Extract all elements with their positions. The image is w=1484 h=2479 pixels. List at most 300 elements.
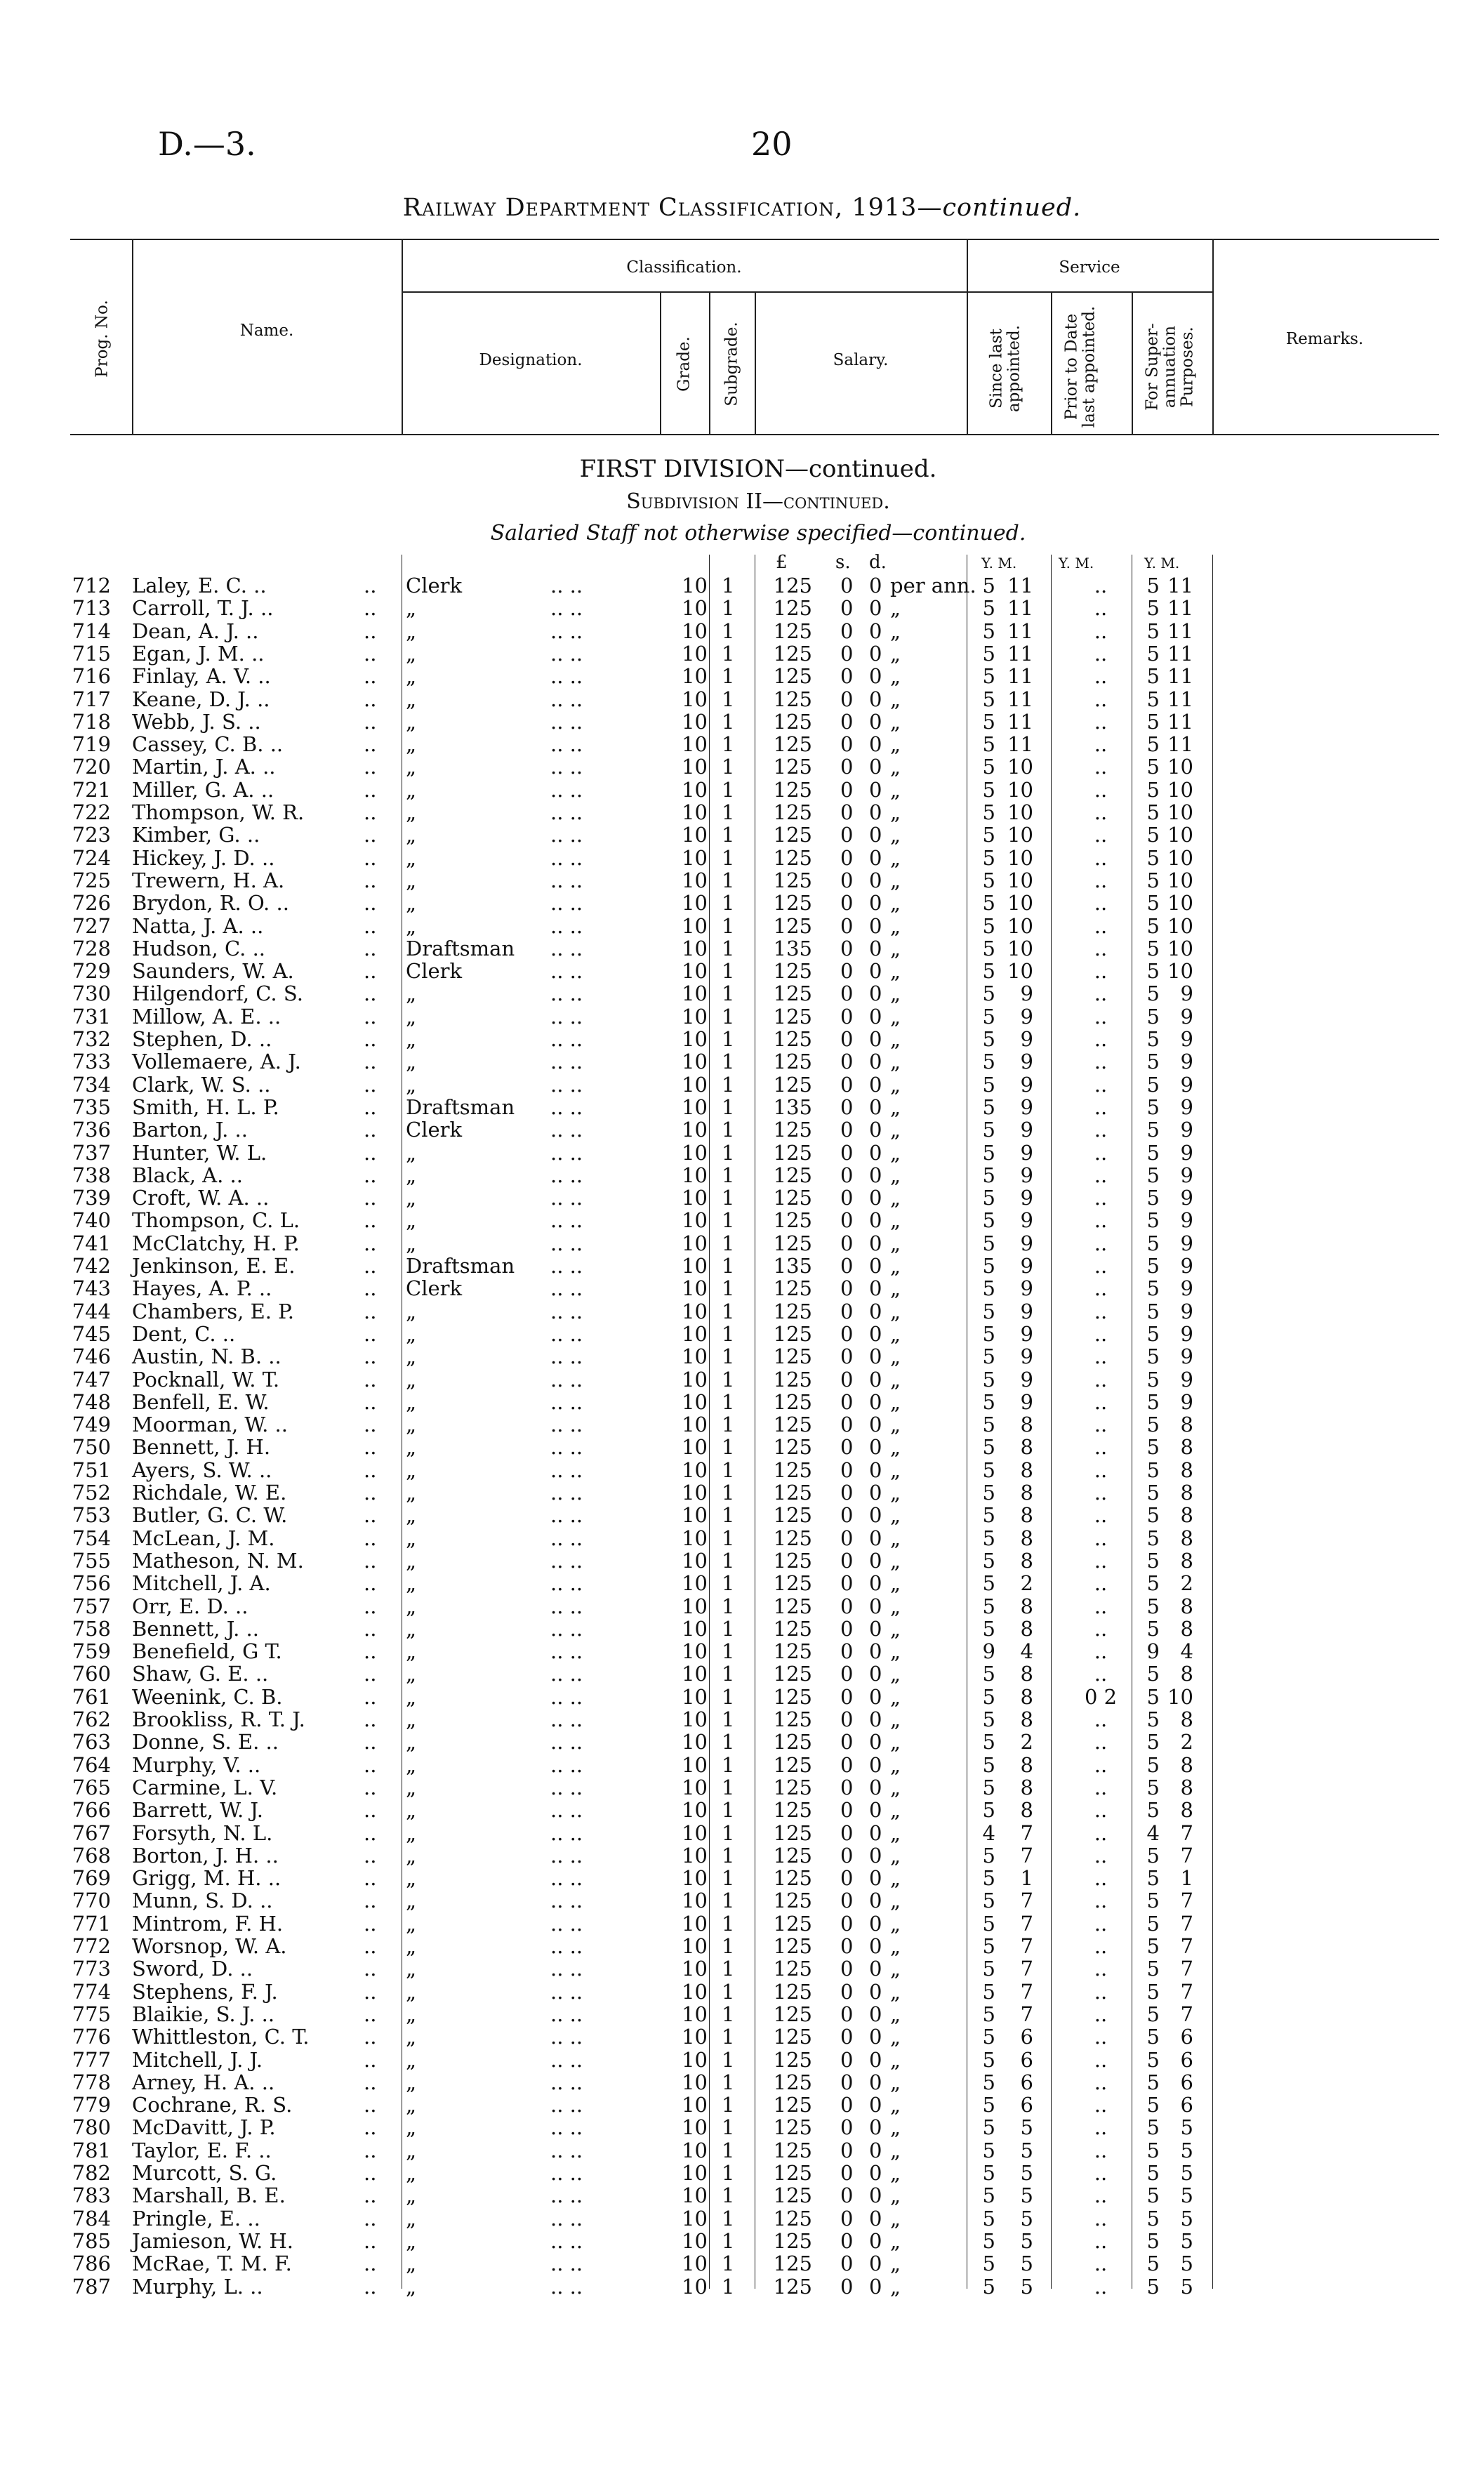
cell-pe: 0 xyxy=(869,1095,882,1119)
division-title: FIRST DIVISION—continued. xyxy=(579,455,937,483)
cell-prog: 782 xyxy=(72,2161,111,2185)
cell-sm: 10 xyxy=(1007,959,1033,984)
cell-pr: .. xyxy=(1094,1934,1108,1958)
leader-dots: .. .. xyxy=(550,2025,583,2049)
leader-dots: .. xyxy=(364,596,377,621)
cell-sh: 0 xyxy=(840,1594,854,1618)
cell-sm: 8 xyxy=(1020,1594,1033,1618)
cell-gr: 10 xyxy=(682,1481,708,1505)
cell-sm: 11 xyxy=(1007,664,1033,689)
cell-sg: 1 xyxy=(722,1027,735,1051)
cell-pr: .. xyxy=(1094,981,1108,1006)
cell-prog: 718 xyxy=(72,709,111,734)
cell-des: „ xyxy=(406,1798,417,1823)
cell-sg: 1 xyxy=(722,1208,735,1233)
cell-nm: Arney, H. A. .. xyxy=(132,2070,275,2094)
cell-nm: Hayes, A. P. .. xyxy=(132,1276,272,1301)
cell-sy: 5 xyxy=(982,1072,995,1097)
cell-sm: 11 xyxy=(1007,574,1033,597)
cell-sg: 1 xyxy=(722,1367,735,1391)
cell-des: „ xyxy=(406,1548,417,1573)
leader-dots: .. .. xyxy=(550,913,583,938)
cell-sg: 1 xyxy=(722,1843,735,1867)
leader-dots: .. xyxy=(364,2093,377,2117)
cell-fm: 11 xyxy=(1167,732,1193,757)
cell-fm: 10 xyxy=(1167,913,1193,938)
table-row xyxy=(0,710,1484,734)
cell-sal: 125 xyxy=(773,1231,812,1255)
cell-gr: 10 xyxy=(682,1367,708,1391)
cell-sg: 1 xyxy=(722,1548,735,1573)
cell-gr: 10 xyxy=(682,823,708,847)
leader-dots: .. .. xyxy=(550,1730,583,1754)
cell-fy: 5 xyxy=(1146,2183,1160,2208)
leader-dots: .. xyxy=(364,2115,377,2140)
cell-sm: 8 xyxy=(1020,1684,1033,1709)
cell-pe: 0 xyxy=(869,1889,882,1913)
col-rule xyxy=(709,291,710,435)
cell-fy: 5 xyxy=(1146,1843,1160,1867)
header-subgrade: Subgrade. xyxy=(722,322,741,406)
table-row xyxy=(0,2207,1484,2230)
cell-sh: 0 xyxy=(840,800,854,824)
cell-des: „ xyxy=(406,641,417,666)
leader-dots: .. .. xyxy=(550,641,583,666)
cell-des: „ xyxy=(406,1820,417,1845)
cell-sm: 8 xyxy=(1020,1526,1033,1550)
cell-gr: 10 xyxy=(682,709,708,734)
table-row xyxy=(0,1822,1484,1845)
table-row xyxy=(0,1005,1484,1029)
cell-sal: 125 xyxy=(773,1413,812,1437)
cell-pe: 0 xyxy=(869,936,882,960)
cell-fy: 5 xyxy=(1146,1344,1160,1369)
leader-dots: .. .. xyxy=(550,1979,583,2004)
cell-nm: McDavitt, J. P. xyxy=(132,2115,276,2140)
cell-sy: 5 xyxy=(982,868,995,892)
table-row xyxy=(0,733,1484,756)
leader-dots: .. xyxy=(364,1684,377,1709)
header-superannuation: For Super-annuation Purposes. xyxy=(1143,323,1197,411)
cell-sy: 5 xyxy=(982,1321,995,1346)
cell-des: „ xyxy=(406,1389,417,1414)
cell-fy: 5 xyxy=(1146,596,1160,621)
cell-sy: 5 xyxy=(982,2228,995,2253)
cell-prog: 768 xyxy=(72,1843,111,1867)
cell-sy: 5 xyxy=(982,1934,995,1958)
cell-un: „ xyxy=(890,1118,901,1142)
cell-pr: .. xyxy=(1094,1389,1108,1414)
leader-dots: .. .. xyxy=(550,2183,583,2208)
cell-sal: 125 xyxy=(773,1684,812,1709)
cell-fy: 5 xyxy=(1146,2070,1160,2094)
cell-sy: 5 xyxy=(982,1027,995,1051)
cell-sal: 125 xyxy=(773,1344,812,1369)
leader-dots: .. xyxy=(364,1254,377,1278)
cell-sy: 5 xyxy=(982,596,995,621)
cell-sg: 1 xyxy=(722,2138,735,2162)
leader-dots: .. xyxy=(364,1389,377,1414)
cell-prog: 780 xyxy=(72,2115,111,2140)
cell-pr: .. xyxy=(1094,868,1108,892)
cell-sh: 0 xyxy=(840,709,854,734)
cell-sg: 1 xyxy=(722,1140,735,1165)
cell-sy: 5 xyxy=(982,800,995,824)
cell-pe: 0 xyxy=(869,891,882,915)
leader-dots: .. xyxy=(364,1072,377,1097)
cell-sal: 125 xyxy=(773,574,812,597)
cell-pe: 0 xyxy=(869,1639,882,1664)
cell-pe: 0 xyxy=(869,2070,882,2094)
col-rule xyxy=(1051,291,1052,435)
cell-sal: 125 xyxy=(773,1662,812,1686)
cell-sm: 9 xyxy=(1020,1072,1033,1097)
cell-gr: 10 xyxy=(682,936,708,960)
leader-dots: .. .. xyxy=(550,2047,583,2072)
cell-pr: .. xyxy=(1094,1344,1108,1369)
cell-nm: Thompson, W. R. xyxy=(132,800,305,824)
cell-sal: 125 xyxy=(773,1208,812,1233)
cell-pe: 0 xyxy=(869,1140,882,1165)
cell-sg: 1 xyxy=(722,1344,735,1369)
leader-dots: .. xyxy=(364,1367,377,1391)
header-designation: Designation. xyxy=(479,351,583,369)
table-row xyxy=(0,620,1484,643)
cell-sh: 0 xyxy=(840,1684,854,1709)
cell-fy: 5 xyxy=(1146,664,1160,689)
cell-fm: 8 xyxy=(1180,1457,1193,1482)
cell-nm: Cassey, C. B. .. xyxy=(132,732,284,757)
cell-sh: 0 xyxy=(840,1775,854,1799)
cell-fy: 5 xyxy=(1146,1208,1160,1233)
cell-nm: Munn, S. D. .. xyxy=(132,1889,273,1913)
table-row xyxy=(0,1640,1484,1663)
leader-dots: .. .. xyxy=(550,777,583,802)
cell-nm: Dean, A. J. .. xyxy=(132,619,259,643)
cell-prog: 756 xyxy=(72,1571,111,1596)
cell-pe: 0 xyxy=(869,1957,882,1981)
cell-sh: 0 xyxy=(840,1662,854,1686)
cell-fy: 5 xyxy=(1146,2115,1160,2140)
cell-pe: 0 xyxy=(869,1163,882,1187)
cell-fy: 5 xyxy=(1146,2093,1160,2117)
cell-nm: Hunter, W. L. xyxy=(132,1140,267,1165)
cell-fm: 7 xyxy=(1180,1911,1193,1936)
cell-pe: 0 xyxy=(869,845,882,870)
table-row xyxy=(0,1345,1484,1368)
cell-sh: 0 xyxy=(840,1889,854,1913)
cell-sh: 0 xyxy=(840,2206,854,2230)
cell-gr: 10 xyxy=(682,1911,708,1936)
cell-sh: 0 xyxy=(840,959,854,984)
cell-sh: 0 xyxy=(840,1616,854,1641)
cell-prog: 773 xyxy=(72,1957,111,1981)
leader-dots: .. xyxy=(364,1934,377,1958)
leader-dots: .. xyxy=(364,755,377,779)
cell-sg: 1 xyxy=(722,800,735,824)
cell-des: „ xyxy=(406,891,417,915)
cell-sy: 5 xyxy=(982,981,995,1006)
cell-sh: 0 xyxy=(840,2228,854,2253)
cell-nm: Black, A. .. xyxy=(132,1163,243,1187)
cell-prog: 733 xyxy=(72,1050,111,1074)
cell-gr: 10 xyxy=(682,1730,708,1754)
table-row xyxy=(0,1618,1484,1641)
cell-pe: 0 xyxy=(869,2115,882,2140)
cell-fy: 5 xyxy=(1146,1321,1160,1346)
cell-fy: 5 xyxy=(1146,641,1160,666)
cell-sal: 125 xyxy=(773,1321,812,1346)
cell-prog: 754 xyxy=(72,1526,111,1550)
cell-sm: 8 xyxy=(1020,1775,1033,1799)
cell-sg: 1 xyxy=(722,1389,735,1414)
cell-sy: 5 xyxy=(982,1594,995,1618)
cell-fm: 5 xyxy=(1180,2206,1193,2230)
cell-sy: 5 xyxy=(982,1684,995,1709)
cell-fm: 8 xyxy=(1180,1707,1193,1731)
cell-gr: 10 xyxy=(682,2161,708,2185)
unit-pound: £ xyxy=(776,552,788,573)
cell-un: „ xyxy=(890,1276,901,1301)
cell-sh: 0 xyxy=(840,1730,854,1754)
cell-fm: 9 xyxy=(1180,1095,1193,1119)
table-row xyxy=(0,755,1484,779)
cell-gr: 10 xyxy=(682,1413,708,1437)
cell-sy: 5 xyxy=(982,1389,995,1414)
cell-sm: 6 xyxy=(1020,2070,1033,2094)
cell-un: „ xyxy=(890,1775,901,1799)
cell-nm: Thompson, C. L. xyxy=(132,1208,300,1233)
cell-sg: 1 xyxy=(722,959,735,984)
table-row xyxy=(0,1981,1484,2004)
cell-fm: 11 xyxy=(1167,687,1193,711)
cell-un: „ xyxy=(890,2274,901,2299)
cell-fy: 5 xyxy=(1146,1707,1160,1731)
cell-pe: 0 xyxy=(869,619,882,643)
cell-nm: Blaikie, S. J. .. xyxy=(132,2002,275,2026)
cell-sm: 9 xyxy=(1020,1389,1033,1414)
cell-sh: 0 xyxy=(840,777,854,802)
cell-des: Clerk xyxy=(406,959,463,984)
leader-dots: .. xyxy=(364,732,377,757)
unit-ym-since: Y. M. xyxy=(981,555,1017,571)
cell-fy: 5 xyxy=(1146,959,1160,984)
cell-pr: .. xyxy=(1094,1299,1108,1323)
cell-prog: 787 xyxy=(72,2274,111,2299)
cell-nm: Millow, A. E. .. xyxy=(132,1004,281,1029)
cell-fy: 4 xyxy=(1146,1820,1160,1845)
cell-gr: 10 xyxy=(682,800,708,824)
cell-fy: 5 xyxy=(1146,1481,1160,1505)
cell-fy: 5 xyxy=(1146,1095,1160,1119)
leader-dots: .. .. xyxy=(550,1321,583,1346)
cell-pe: 0 xyxy=(869,913,882,938)
cell-nm: Webb, J. S. .. xyxy=(132,709,261,734)
cell-sal: 125 xyxy=(773,1186,812,1210)
cell-fy: 5 xyxy=(1146,2274,1160,2299)
cell-pr: .. xyxy=(1094,1163,1108,1187)
cell-sg: 1 xyxy=(722,1662,735,1686)
cell-sg: 1 xyxy=(722,823,735,847)
cell-sg: 1 xyxy=(722,2183,735,2208)
cell-pe: 0 xyxy=(869,1866,882,1891)
cell-prog: 750 xyxy=(72,1435,111,1460)
cell-sh: 0 xyxy=(840,2025,854,2049)
cell-sy: 5 xyxy=(982,2070,995,2094)
cell-sy: 5 xyxy=(982,823,995,847)
table-row xyxy=(0,1889,1484,1912)
cell-gr: 10 xyxy=(682,1072,708,1097)
leader-dots: .. xyxy=(364,936,377,960)
cell-sg: 1 xyxy=(722,2025,735,2049)
cell-gr: 10 xyxy=(682,574,708,597)
cell-pr: .. xyxy=(1094,1662,1108,1686)
leader-dots: .. .. xyxy=(550,1639,583,1664)
table-row xyxy=(0,982,1484,1005)
cell-sh: 0 xyxy=(840,1911,854,1936)
cell-nm: Hilgendorf, C. S. xyxy=(132,981,303,1006)
subdivision-title: Subdivision II—continued. xyxy=(626,489,890,514)
leader-dots: .. xyxy=(364,1004,377,1029)
cell-sal: 125 xyxy=(773,2070,812,2094)
leader-dots: .. xyxy=(364,845,377,870)
cell-gr: 10 xyxy=(682,1889,708,1913)
cell-fm: 9 xyxy=(1180,1276,1193,1301)
cell-fm: 8 xyxy=(1180,1548,1193,1573)
cell-prog: 751 xyxy=(72,1457,111,1482)
cell-sy: 5 xyxy=(982,777,995,802)
cell-sy: 5 xyxy=(982,641,995,666)
cell-sg: 1 xyxy=(722,574,735,597)
cell-pe: 0 xyxy=(869,1254,882,1278)
cell-sal: 125 xyxy=(773,1457,812,1482)
cell-fm: 6 xyxy=(1180,2025,1193,2049)
cell-sg: 1 xyxy=(722,1321,735,1346)
cell-sh: 0 xyxy=(840,2138,854,2162)
cell-fm: 10 xyxy=(1167,936,1193,960)
cell-prog: 769 xyxy=(72,1866,111,1891)
cell-fy: 5 xyxy=(1146,619,1160,643)
cell-gr: 10 xyxy=(682,1526,708,1550)
cell-pe: 0 xyxy=(869,641,882,666)
cell-un: „ xyxy=(890,1004,901,1029)
cell-sy: 5 xyxy=(982,913,995,938)
leader-dots: .. .. xyxy=(550,1481,583,1505)
cell-un: „ xyxy=(890,845,901,870)
cell-nm: Trewern, H. A. xyxy=(132,868,285,892)
cell-nm: Barrett, W. J. xyxy=(132,1798,263,1823)
cell-fm: 1 xyxy=(1180,1866,1193,1891)
cell-sm: 11 xyxy=(1007,687,1033,711)
cell-pr: .. xyxy=(1094,1050,1108,1074)
unit-ym-prior: Y. M. xyxy=(1059,555,1094,571)
cell-sal: 125 xyxy=(773,1639,812,1664)
cell-fm: 11 xyxy=(1167,709,1193,734)
cell-pr: .. xyxy=(1094,1072,1108,1097)
cell-fm: 8 xyxy=(1180,1616,1193,1641)
cell-sm: 7 xyxy=(1020,1843,1033,1867)
cell-fy: 5 xyxy=(1146,1367,1160,1391)
cell-un: „ xyxy=(890,2002,901,2026)
leader-dots: .. .. xyxy=(550,1276,583,1301)
cell-gr: 10 xyxy=(682,1027,708,1051)
table-row xyxy=(0,1232,1484,1255)
cell-prog: 743 xyxy=(72,1276,111,1301)
cell-des: „ xyxy=(406,1050,417,1074)
table-row xyxy=(0,915,1484,938)
cell-sm: 10 xyxy=(1007,755,1033,779)
cell-gr: 10 xyxy=(682,1231,708,1255)
leader-dots: .. xyxy=(364,1889,377,1913)
cell-fm: 8 xyxy=(1180,1413,1193,1437)
cell-un: „ xyxy=(890,1254,901,1278)
cell-prog: 784 xyxy=(72,2206,111,2230)
leader-dots: .. xyxy=(364,1299,377,1323)
cell-pe: 0 xyxy=(869,1027,882,1051)
cell-prog: 723 xyxy=(72,823,111,847)
cell-fy: 5 xyxy=(1146,1979,1160,2004)
cell-prog: 749 xyxy=(72,1413,111,1437)
cell-sm: 9 xyxy=(1020,1276,1033,1301)
cell-pe: 0 xyxy=(869,1118,882,1142)
cell-pe: 0 xyxy=(869,1662,882,1686)
cell-des: „ xyxy=(406,1662,417,1686)
table-row xyxy=(0,1391,1484,1414)
cell-sy: 5 xyxy=(982,845,995,870)
table-row xyxy=(0,2162,1484,2185)
cell-fy: 5 xyxy=(1146,687,1160,711)
header-top-rule xyxy=(70,239,1439,240)
cell-gr: 10 xyxy=(682,2047,708,2072)
cell-gr: 10 xyxy=(682,2228,708,2253)
cell-sm: 5 xyxy=(1020,2183,1033,2208)
leader-dots: .. .. xyxy=(550,1752,583,1777)
table-row xyxy=(0,1549,1484,1573)
cell-sal: 125 xyxy=(773,777,812,802)
leader-dots: .. .. xyxy=(550,596,583,621)
cell-prog: 738 xyxy=(72,1163,111,1187)
cell-pr: .. xyxy=(1094,1798,1108,1823)
leader-dots: .. .. xyxy=(550,709,583,734)
cell-un: „ xyxy=(890,732,901,757)
cell-fm: 6 xyxy=(1180,2070,1193,2094)
cell-prog: 762 xyxy=(72,1707,111,1731)
cell-sh: 0 xyxy=(840,1299,854,1323)
cell-un: „ xyxy=(890,664,901,689)
cell-sh: 0 xyxy=(840,687,854,711)
cell-prog: 744 xyxy=(72,1299,111,1323)
cell-pe: 0 xyxy=(869,1004,882,1029)
table-row xyxy=(0,1164,1484,1187)
cell-sg: 1 xyxy=(722,891,735,915)
cell-fm: 10 xyxy=(1167,891,1193,915)
cell-gr: 10 xyxy=(682,1435,708,1460)
cell-prog: 727 xyxy=(72,913,111,938)
cell-sm: 7 xyxy=(1020,1934,1033,1958)
cell-gr: 10 xyxy=(682,2183,708,2208)
cell-nm: Benefield, G T. xyxy=(132,1639,282,1664)
table-row xyxy=(0,2184,1484,2207)
cell-fm: 4 xyxy=(1180,1639,1193,1664)
table-row xyxy=(0,2230,1484,2253)
leader-dots: .. .. xyxy=(550,868,583,892)
cell-nm: Taylor, E. F. .. xyxy=(132,2138,272,2162)
cell-gr: 10 xyxy=(682,1050,708,1074)
cell-un: „ xyxy=(890,1889,901,1913)
cell-sal: 125 xyxy=(773,1004,812,1029)
cell-fy: 5 xyxy=(1146,1775,1160,1799)
table-row xyxy=(0,1754,1484,1777)
